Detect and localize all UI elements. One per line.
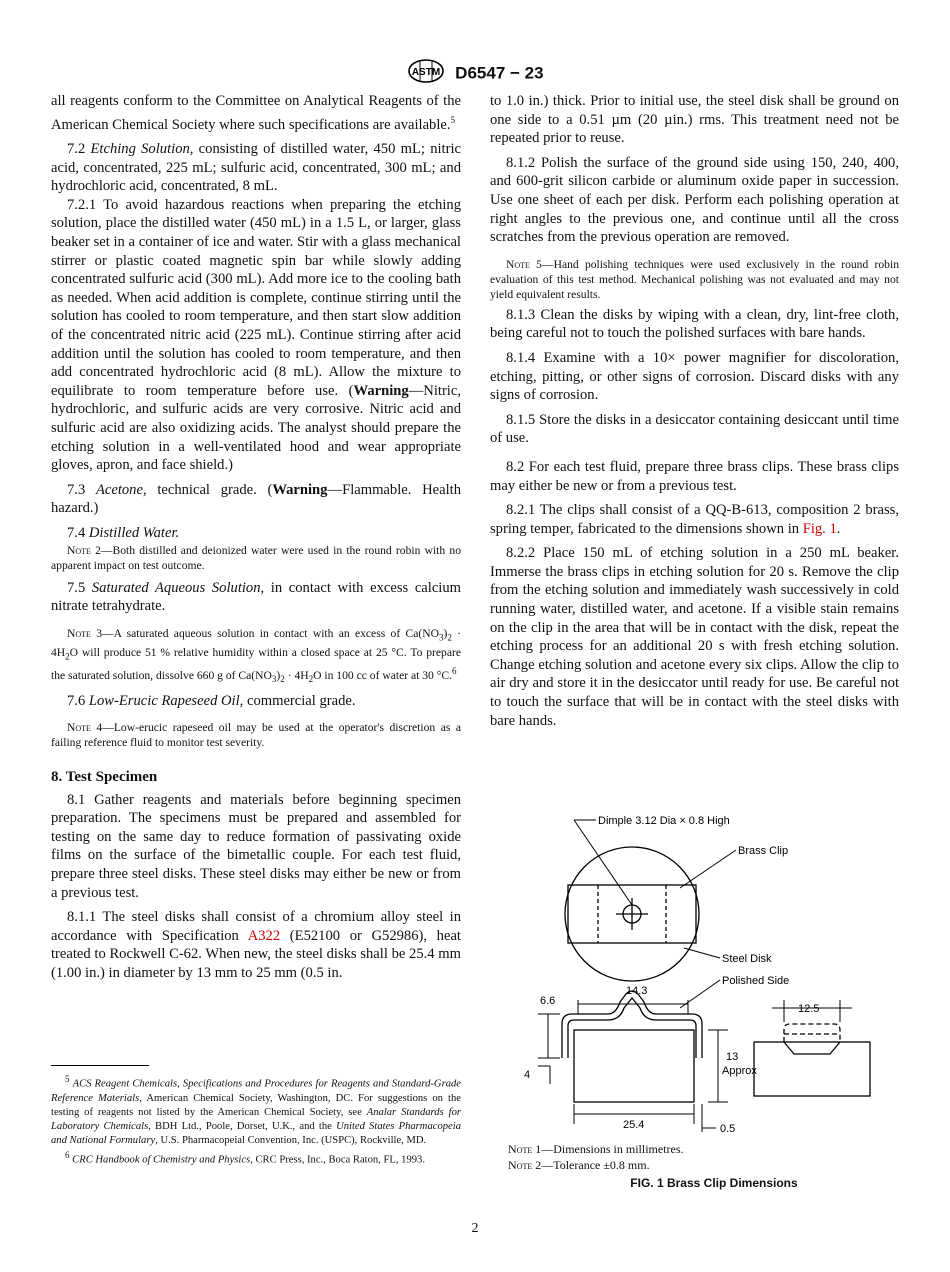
footnote-5: $^5$ ACS Reagent Chemicals, Specifications and Procedures for Reagents and Standard-Grade Reference Materials, American Chemical Society, Washington, DC. For suggestions on the testing of reagents not listed by the American Chemical Society, see Analar Standards for Laboratory Chemicals, BDH Ltd., Poole, Dorset, U.K., and the United States Pharmacopeia and National Formulary, U.S. Pharmacopeial Convention, Inc. (USPC), Rockville, MD.	[51, 1074, 462, 1146]
paragraph: all reagents conform to the Committee on Analytical Reagents of the American Chemical Society where such specifications are available.$^5$	[51, 93, 461, 133]
dim-4: 4	[524, 1069, 531, 1081]
label-brass-clip: Brass Clip	[738, 845, 789, 857]
label-dimple: Dimple 3.12 Dia × 0.8 High	[598, 815, 730, 827]
astm-logo-icon	[406, 58, 446, 89]
section-7-4: 7.4 Distilled Water.	[67, 524, 180, 541]
section-8-1-5: 8.1.5 Store the disks in a desiccator containing desiccant until time of use.	[490, 411, 899, 447]
top-view-drawing	[565, 820, 699, 981]
left-column	[51, 92, 461, 983]
section-8-1: 8.1 Gather reagents and materials before beginning specimen preparation. The specimens must be prepared and assembled for testing on the same day to reduce formation of passivating oxide films on the surface of the bimetallic couple. For each test fluid, prepare three steel disks. These steel disks may either be new or from a previous test.	[51, 791, 461, 901]
dim-14-3: 14.3	[626, 985, 648, 997]
footnote-6: $^6$ CRC Handbook of Chemistry and Physics, CRC Press, Inc., Boca Raton, FL, 1993.	[65, 1149, 425, 1166]
page-header	[0, 58, 950, 89]
section-8-2-2: 8.2.2 Place 150 mL of etching solution in a 250 mL beaker. Immerse the brass clips in etching solution for 20 s. Remove the clip from the etching solution and immediately wash successively in cold running water, distilled water, and acetone. If a visible stain remains on the clip in the area that will be in contact with the disk, repeat the etching process for an additional 20 s with fresh etching solution. Change etching solution and acetone every six clips. Allow the clip to air dry and store it in the desiccator until ready for use. Be careful not to touch the surface that will be in contact with the steel disks with bare hands.	[490, 545, 899, 729]
dim-0-5: 0.5	[720, 1123, 736, 1135]
dim-12-5: 12.5	[798, 1003, 820, 1015]
right-column	[490, 92, 899, 730]
note-5: Note 5—Hand polishing techniques were used exclusively in the round robin evaluation of this test method. Mechanical polishing was not evaluated and may not yield equivalent results.	[490, 257, 900, 301]
figure-notes	[508, 1141, 928, 1173]
footnotes	[51, 1072, 461, 1167]
page-number: 2	[471, 1221, 479, 1236]
note-4: Note 4—Low-erucic rapeseed oil may be used at the operator's discretion as a failing reference fluid to monitor test severity.	[51, 721, 461, 750]
figure-note-1: Note 1—Dimensions in millimetres.	[508, 1142, 684, 1156]
dim-approx: Approx	[722, 1065, 757, 1077]
section-7-2: 7.2 Etching Solution, consisting of distilled water, 450 mL; nitric acid, concentrated, 225 mL; sulfuric acid, concentrated, 300 mL; and hydrochloric acid, concentrated, 8 mL.	[51, 141, 462, 195]
section-8-1-1: 8.1.1 The steel disks shall consist of a chromium alloy steel in accordance with Specification A322 (E52100 or G52986), heat treated to Rockwell C-62. When new, the steel disks shall be 25.4 mm (1.00 in.) in diameter by 13 mm to 25 mm (0.5 in.	[51, 909, 461, 982]
figure-caption: FIG. 1 Brass Clip Dimensions	[630, 1176, 798, 1190]
designation: D6547 − 23	[455, 63, 544, 83]
section-8-1-2: 8.1.2 Polish the surface of the ground side using 150, 240, 400, and 600-grit silicon carbide or aluminum oxide paper in succession. Use one sheet of each per disk. Perform each polishing operation at right angles to the previous one, and continue until all the cross scratches from the previous operation are removed.	[490, 154, 899, 246]
figure-link[interactable]: Fig. 1	[802, 520, 837, 537]
section-8-2-1: 8.2.1 The clips shall consist of a QQ-B-613, composition 2 brass, spring temper, fabricated to the dimensions shown in Fig. 1.	[490, 502, 899, 537]
section-8-2: 8.2 For each test fluid, prepare three brass clips. These brass clips may either be new or from a previous test.	[490, 458, 899, 494]
paragraph: to 1.0 in.) thick. Prior to initial use, the steel disk shall be ground on one side to a 0.51 µm (20 µin.) rms. This treatment need not be repeated prior to reuse.	[490, 93, 899, 147]
section-7-3: 7.3 Acetone, technical grade. (Warning—Flammable. Health hazard.)	[51, 481, 461, 517]
section-7-5: 7.5 Saturated Aqueous Solution, in contact with excess calcium nitrate tetrahydrate.	[51, 579, 462, 615]
section-7-2-1: 7.2.1 To avoid hazardous reactions when preparing the etching solution, place the distilled water (450 mL) in a 1.5 L, or larger, glass beaker set in a container of ice and water. Stir with a glass mechanical stirrer or plastic coated magnetic spin bar while slowly adding concentrated sulfuric acid (300 mL). Add more ice to the cooling bath as needed. When acid addition is complete, continue stirring until the solution has cooled to room temperature, and then start slow addition of the concentrated nitric acid (225 mL). Continue stirring after acid addition until the solution has cooled to room temperature, and then add concentrated hydrochloric acid (8 mL). Allow the mixture to equilibrate to room temperature before use. (Warning—Nitric, hydrochloric, and sulfuric acids are very corrosive. Nitric acid and sulfuric acid are also oxidizing acids. The analyst should prepare the etching solution in a well-ventilated hood and wear appropriate gloves, apron, and face shield.)	[51, 196, 461, 474]
figure-note-2: Note 2—Tolerance ±0.8 mm.	[508, 1158, 650, 1172]
section-8-1-4: 8.1.4 Examine with a 10× power magnifier for discoloration, etching, pitting, or other signs of corrosion. Discard disks with any signs of corrosion.	[490, 349, 899, 404]
label-steel-disk: Steel Disk	[722, 953, 772, 965]
dim-25-4: 25.4	[623, 1119, 645, 1131]
svg-text:ASTM: ASTM	[412, 67, 441, 78]
note-3: Note 3—A saturated aqueous solution in contact with an excess of $Ca(NO_3)_2 \cdot 4H_2O$ will produce 51 % relative humidity within a closed space at 25 °C. To prepare the saturated solution, dissolve 660 g of $Ca(NO_3)_2 \cdot 4H_2O$ in 100 cc of water at 30 °C.$^6$	[51, 626, 462, 685]
note-2: Note 2—Both distilled and deionized water were used in the round robin with no apparent impact on test outcome.	[51, 543, 461, 572]
footnote-divider	[51, 1065, 149, 1066]
spec-link-a322[interactable]: A322	[247, 927, 281, 944]
dim-13: 13	[726, 1051, 739, 1063]
dimension-lines	[538, 1000, 728, 1132]
figure-brass-clip	[508, 808, 928, 1138]
section-8-1-3: 8.1.3 Clean the disks by wiping with a clean, dry, lint-free cloth, being careful not to touch the polished surfaces with bare hands.	[490, 306, 899, 342]
section-7-6: 7.6 Low-Erucic Rapeseed Oil, commercial grade.	[67, 692, 356, 709]
label-polished-side: Polished Side	[722, 975, 790, 987]
dim-6-6: 6.6	[540, 995, 556, 1007]
section-heading: 8. Test Specimen	[51, 769, 158, 786]
